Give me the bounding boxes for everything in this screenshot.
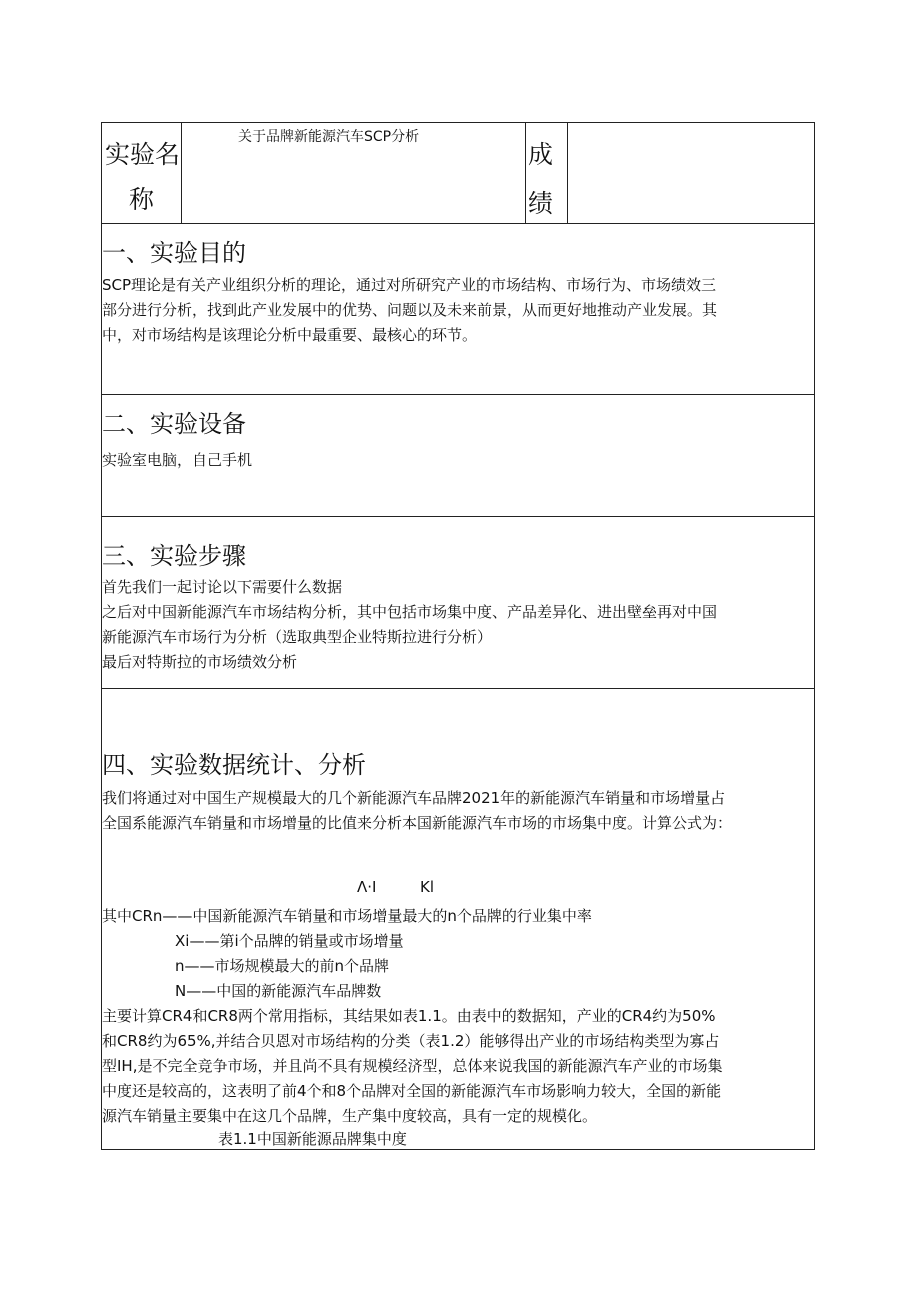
analysis-result-line: 和CR8约为65%,并结合贝恩对市场结构的分类（表1.2）能够得出产业的市场结构类型为寡占 [102,1032,720,1050]
header-divider-2 [525,123,526,223]
formula-fragment-right: Kl [420,878,435,896]
equipment-text: 实验室电脑，自己手机 [102,451,253,469]
row-divider [102,516,814,517]
experiment-report-table [101,122,815,1150]
purpose-line: 部分进行分析，找到此产业发展中的优势、问题以及未来前景，从而更好地推动产业发展。其 [102,301,718,319]
purpose-paragraph [102,273,812,348]
steps-line: 新能源汽车市场行为分析（选取典型企业特斯拉进行分析） [102,628,493,646]
purpose-line: 中，对市场结构是该理论分析中最重要、最核心的环节。 [102,326,478,344]
score-value-field[interactable] [574,131,810,215]
definition-n: n——市场规模最大的前n个品牌 [175,957,390,975]
row-divider [102,688,814,689]
experiment-title: 关于品牌新能源汽车SCP分析 [238,129,420,145]
analysis-intro-line: 我们将通过对中国生产规模最大的几个新能源汽车品牌2021年的新能源汽车销量和市场增量占 [102,789,726,807]
analysis-intro-line: 全国系能源汽车销量和市场增量的比值来分析本国新能源汽车市场的市场集中度。计算公式为： [102,814,733,832]
analysis-result-line: 型IH,是不完全竞争市场，并且尚不具有规模经济型，总体来说我国的新能源汽车产业的市场集 [102,1057,723,1075]
analysis-result-paragraph [102,1004,812,1129]
steps-line: 最后对特斯拉的市场绩效分析 [102,653,298,671]
definition-N: N——中国的新能源汽车品牌数 [175,982,382,1000]
definition-xi: Xi——第i个品牌的销量或市场增量 [175,932,404,950]
steps-paragraph [102,575,812,675]
score-label-line2: 绩 [528,189,554,218]
section-heading-purpose: 一、实验目的 [102,239,246,267]
name-label-line1: 实验名 [105,140,181,169]
analysis-result-line: 中度还是较高的，这表明了前4个和8个品牌对全国的新能源汽车市场影响力较大，全国的新能 [102,1082,722,1100]
row-divider [102,394,814,395]
table-caption: 表1.1中国新能源品牌集中度 [218,1130,407,1148]
steps-line: 首先我们一起讨论以下需要什么数据 [102,578,343,596]
section-heading-analysis: 四、实验数据统计、分析 [102,751,366,779]
score-label-line1: 成 [528,140,554,169]
definition-crn: 其中CRn——中国新能源汽车销量和市场增量最大的n个品牌的行业集中率 [102,907,592,925]
header-divider-1 [181,123,182,223]
section-heading-steps: 三、实验步骤 [102,542,246,570]
formula-fragment-left: Λ·I [357,878,377,896]
header-divider-3 [567,123,568,223]
analysis-result-line: 源汽车销量主要集中在这几个品牌，生产集中度较高，具有一定的规模化。 [102,1107,598,1125]
row-divider [102,223,814,224]
name-label-line2: 称 [129,185,155,214]
section-heading-equipment: 二、实验设备 [102,410,246,438]
analysis-intro [102,786,812,836]
purpose-line: SCP理论是有关产业组织分析的理论，通过对所研究产业的市场结构、市场行为、市场绩效三 [102,276,717,294]
steps-line: 之后对中国新能源汽车市场结构分析，其中包括市场集中度、产品差异化、进出壁垒再对中国 [102,603,718,621]
analysis-result-line: 主要计算CR4和CR8两个常用指标，其结果如表1.1。由表中的数据知，产业的CR4约为50% [102,1007,716,1025]
